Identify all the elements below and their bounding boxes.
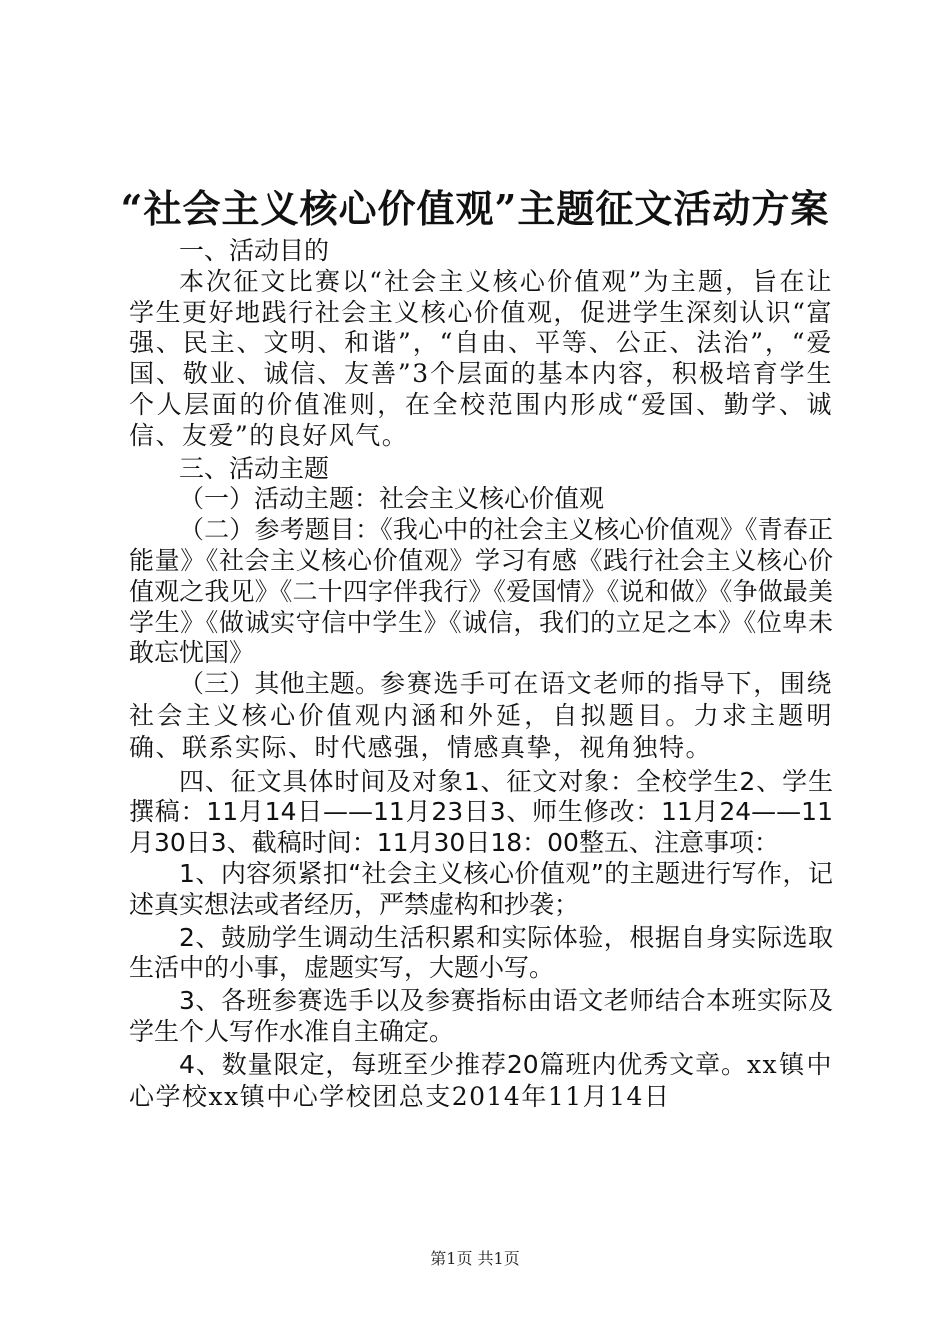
- note-item-2: 2、鼓励学生调动生活积累和实际体验，根据自身实际选取生活中的小事，虚题实写，大题小写。: [129, 922, 833, 983]
- theme-item-1: （一）活动主题：社会主义核心价值观: [179, 484, 605, 514]
- page-footer: 第1页 共1页: [430, 1249, 520, 1268]
- note-item-1: 1、内容须紧扣“社会主义核心价值观”的主题进行写作，记述真实想法或者经历，严禁虚构和抄袭；: [129, 858, 833, 919]
- theme-item-3-label: （三）其他主题。: [179, 669, 381, 699]
- theme-item-3: [129, 669, 833, 764]
- theme-item-2: （二）参考题目：《我心中的社会主义核心价值观》《青春正能量》《社会主义核心价值观》学习有感《践行社会主义核心价值观之我见》《二十四字伴我行》《爱国情》《说和做》《争做最美学生》《做诚实守信中学生》《诚信，我们的立足之本》《位卑未敢忘忧国》: [129, 515, 833, 668]
- note-item-3: 3、各班参赛选手以及参赛指标由语文老师结合本班实际及学生个人写作水准自主确定。: [129, 986, 833, 1046]
- note-item-4: [129, 1050, 833, 1114]
- heading-theme: 三、活动主题: [179, 453, 330, 483]
- heading-purpose: 一、活动目的: [179, 236, 330, 265]
- document-title: “社会主义核心价值观”主题征文活动方案: [120, 186, 830, 231]
- schedule-paragraph: 四、征文具体时间及对象1、征文对象：全校学生2、学生撰稿：11月14日——11月23日3、师生修改：11月24——11月30日3、截稿时间：11月30日18：00整五、注意事项：: [129, 766, 833, 858]
- theme-item-3-text: 参赛选手可在语文老师的指导下，围绕社会主义核心价值观内涵和外延，自拟题目。力求主题明确、联系实际、时代感强，情感真挚，视角独特。: [129, 669, 833, 762]
- closing-signature: xx镇中心学校xx镇中心学校团总支2014年11月14日: [129, 1049, 833, 1111]
- purpose-paragraph: 本次征文比赛以“社会主义核心价值观”为主题，旨在让学生更好地践行社会主义核心价值观，促进学生深刻认识“富强、民主、文明、和谐”，“自由、平等、公正、法治”，“爱国、敬业、诚信、友善”3个层面的基本内容，积极培育学生个人层面的价值准则，在全校范围内形成“爱国、勤学、诚信、友爱”的良好风气。: [129, 266, 833, 450]
- document-body: [129, 236, 833, 1113]
- note-item-4-text: 4、数量限定，每班至少推荐20篇班内优秀文章。: [179, 1049, 747, 1079]
